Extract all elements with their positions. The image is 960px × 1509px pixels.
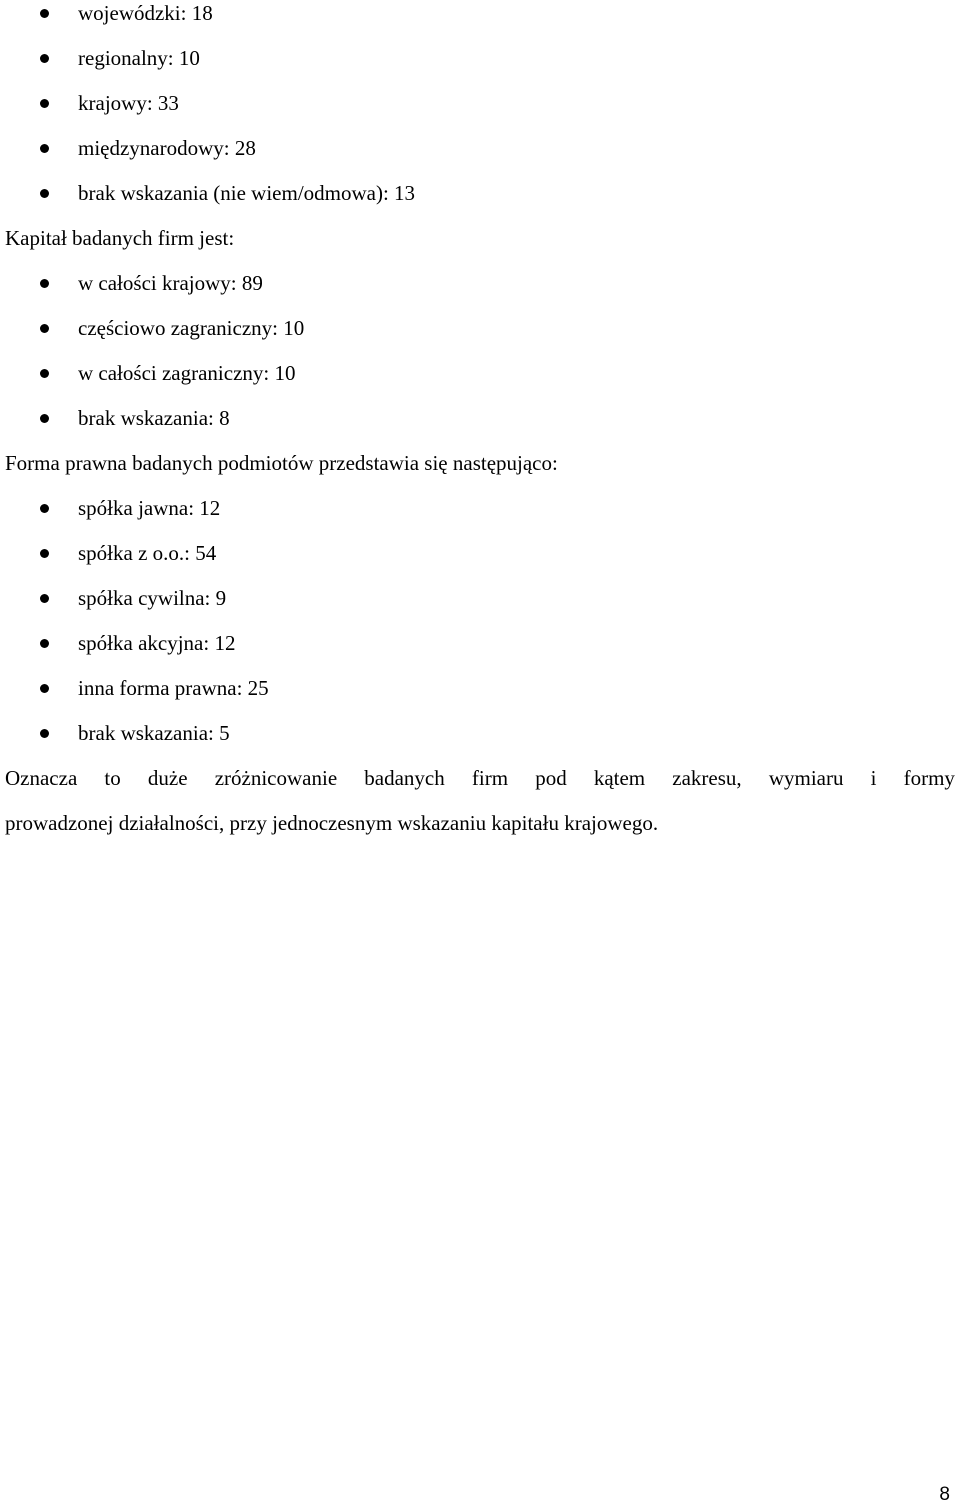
word: kątem bbox=[593, 766, 646, 790]
list-item bbox=[0, 405, 960, 450]
list-item-text: regionalny: 10 bbox=[78, 46, 200, 70]
word: pod bbox=[535, 766, 567, 790]
list-item-text: brak wskazania: 8 bbox=[78, 406, 230, 430]
list-item-text: w całości zagraniczny: 10 bbox=[78, 361, 296, 385]
word: zakresu, bbox=[672, 766, 742, 790]
bullet-icon bbox=[40, 549, 49, 558]
bullet-icon bbox=[40, 9, 49, 18]
word: firm bbox=[471, 766, 509, 790]
bullet-icon bbox=[40, 594, 49, 603]
list-item bbox=[0, 45, 960, 90]
list-item-text: wojewódzki: 18 bbox=[78, 1, 213, 25]
bullet-icon bbox=[40, 54, 49, 63]
regional-scope-list bbox=[0, 0, 960, 225]
list-item bbox=[0, 270, 960, 315]
bullet-icon bbox=[40, 324, 49, 333]
list-item-text: krajowy: 33 bbox=[78, 91, 179, 115]
word: to bbox=[104, 766, 121, 790]
list-item bbox=[0, 135, 960, 180]
word: formy bbox=[903, 766, 955, 790]
list-item-text: inna forma prawna: 25 bbox=[78, 676, 269, 700]
word: badanych bbox=[364, 766, 445, 790]
list-item-text: międzynarodowy: 28 bbox=[78, 136, 256, 160]
bullet-icon bbox=[40, 729, 49, 738]
list-item bbox=[0, 180, 960, 225]
list-item bbox=[0, 630, 960, 675]
bullet-icon bbox=[40, 504, 49, 513]
bullet-icon bbox=[40, 414, 49, 423]
list-item-text: w całości krajowy: 89 bbox=[78, 271, 263, 295]
bullet-icon bbox=[40, 99, 49, 108]
list-item-text: spółka z o.o.: 54 bbox=[78, 541, 217, 565]
list-item bbox=[0, 675, 960, 720]
list-item-text: spółka jawna: 12 bbox=[78, 496, 221, 520]
capital-heading: Kapitał badanych firm jest: bbox=[5, 226, 235, 250]
bullet-icon bbox=[40, 189, 49, 198]
list-item-text: brak wskazania: 5 bbox=[78, 721, 230, 745]
list-item bbox=[0, 585, 960, 630]
conclusion-line-1 bbox=[0, 765, 955, 810]
list-item-text: spółka cywilna: 9 bbox=[78, 586, 227, 610]
list-item-text: częściowo zagraniczny: 10 bbox=[78, 316, 305, 340]
list-item bbox=[0, 720, 960, 765]
list-item bbox=[0, 360, 960, 405]
list-item bbox=[0, 90, 960, 135]
page-number: 8 bbox=[939, 1484, 950, 1505]
word: duże bbox=[147, 766, 188, 790]
word: wymiaru bbox=[768, 766, 844, 790]
conclusion-line-2: prowadzonej działalności, przy jednoczesnym wskazaniu kapitału krajowego. bbox=[5, 811, 659, 835]
list-item-text: brak wskazania (nie wiem/odmowa): 13 bbox=[78, 181, 416, 205]
bullet-icon bbox=[40, 279, 49, 288]
bullet-icon bbox=[40, 369, 49, 378]
conclusion-paragraph bbox=[0, 765, 960, 836]
legal-form-list bbox=[0, 495, 960, 765]
bullet-icon bbox=[40, 639, 49, 648]
bullet-icon bbox=[40, 144, 49, 153]
list-item bbox=[0, 0, 960, 45]
word: zróżnicowanie bbox=[214, 766, 338, 790]
list-item bbox=[0, 540, 960, 585]
word: Oznacza bbox=[5, 766, 78, 790]
list-item bbox=[0, 495, 960, 540]
bullet-icon bbox=[40, 684, 49, 693]
capital-list bbox=[0, 270, 960, 450]
list-item bbox=[0, 315, 960, 360]
legal-form-heading: Forma prawna badanych podmiotów przedstawia się następująco: bbox=[5, 451, 558, 475]
list-item-text: spółka akcyjna: 12 bbox=[78, 631, 236, 655]
word: i bbox=[870, 766, 877, 790]
